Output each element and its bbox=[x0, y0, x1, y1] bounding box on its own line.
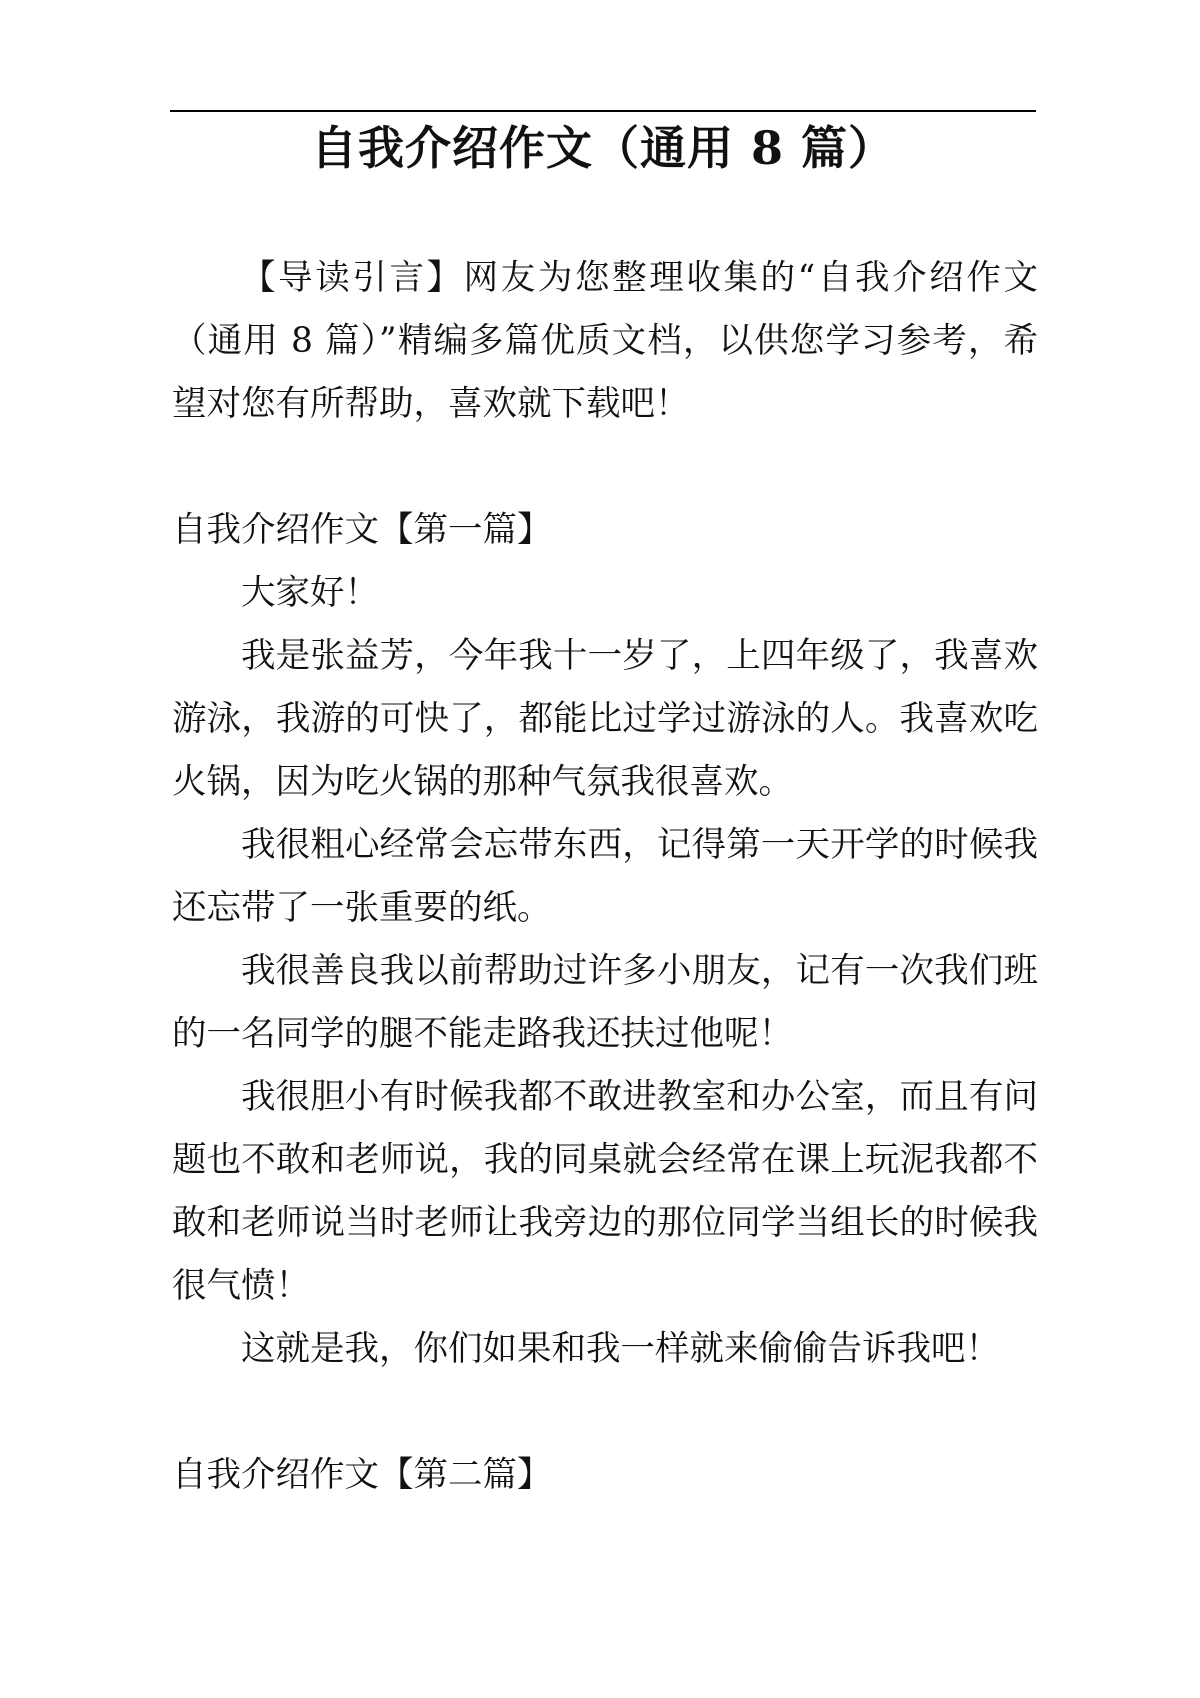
header-rule bbox=[170, 110, 1036, 112]
section-heading-2: 自我介绍作文【第二篇】 bbox=[172, 1455, 552, 1495]
spacer bbox=[172, 1381, 1038, 1444]
spacer bbox=[172, 436, 1038, 499]
paragraph: 我很善良我以前帮助过许多小朋友，记有一次我们班的一名同学的腿不能走路我还扶过他呢！ bbox=[172, 951, 1038, 1054]
section-heading-1: 自我介绍作文【第一篇】 bbox=[172, 510, 552, 550]
document-body bbox=[172, 247, 1038, 1507]
paragraph: 我很粗心经常会忘带东西，记得第一天开学的时候我还忘带了一张重要的纸。 bbox=[172, 825, 1038, 928]
paragraph: 这就是我，你们如果和我一样就来偷偷告诉我吧！ bbox=[241, 1329, 1000, 1369]
document-title: 自我介绍作文（通用 8 篇） bbox=[310, 121, 896, 175]
paragraph: 大家好！ bbox=[241, 573, 379, 613]
intro-paragraph: 【导读引言】网友为您整理收集的“自我介绍作文（通用 8 篇）”精编多篇优质文档，以供您学习参考，希望对您有所帮助，喜欢就下载吧！ bbox=[172, 258, 1038, 424]
paragraph: 我很胆小有时候我都不敢进教室和办公室，而且有问题也不敢和老师说，我的同桌就会经常在课上玩泥我都不敢和老师说当时老师让我旁边的那位同学当组长的时候我很气愤！ bbox=[172, 1077, 1038, 1306]
paragraph: 我是张益芳，今年我十一岁了，上四年级了，我喜欢游泳，我游的可快了，都能比过学过游泳的人。我喜欢吃火锅，因为吃火锅的那种气氛我很喜欢。 bbox=[172, 636, 1038, 802]
